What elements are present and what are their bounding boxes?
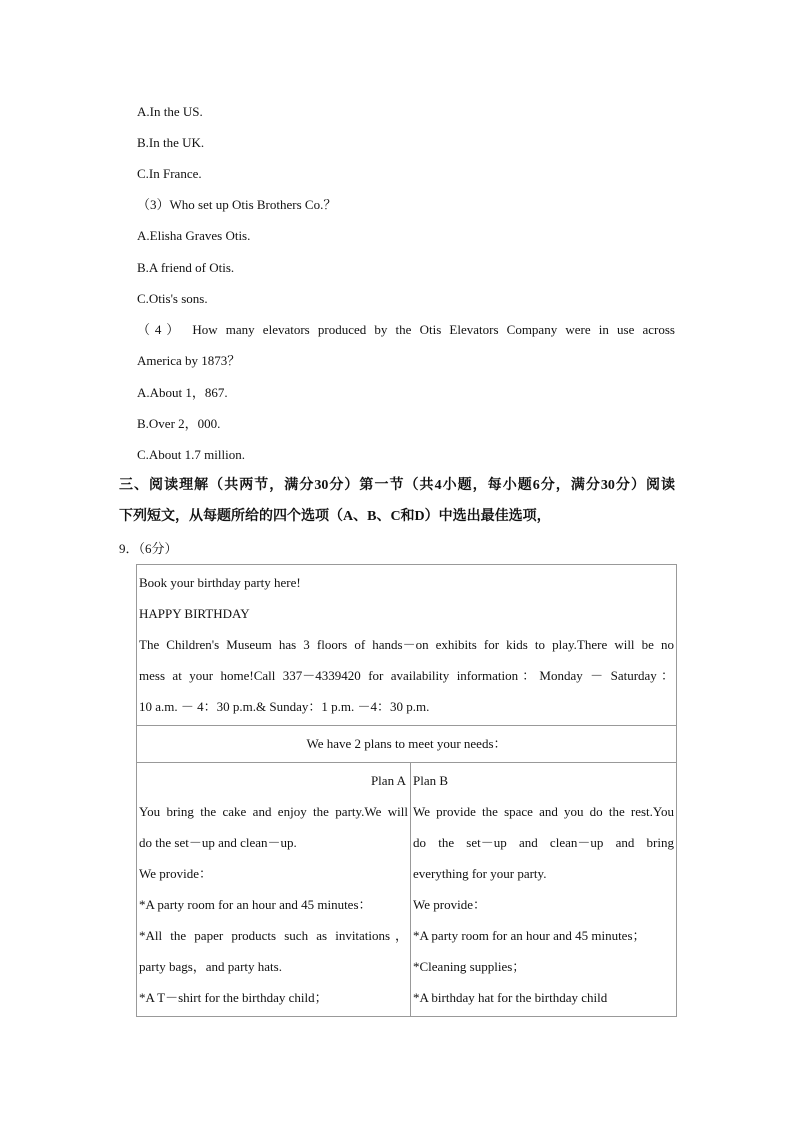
plan-b-line: *Cleaning supplies；: [413, 959, 526, 974]
plans-intro-text: We have 2 plans to meet your needs：: [306, 736, 507, 751]
q3-option-a: A.Elisha Graves Otis.: [137, 228, 251, 243]
q4-option-a: A.About 1，867.: [137, 385, 228, 400]
q4-stem-line2: America by 1873？: [137, 353, 241, 368]
passage-intro-row: [137, 565, 677, 726]
q2-option-a: A.In the US.: [137, 104, 203, 119]
passage-table: [136, 564, 677, 1017]
plan-b-line: *A party room for an hour and 45 minutes；: [413, 928, 646, 943]
plan-a-line: party bags，and party hats.: [139, 959, 282, 974]
q4-stem-line1: （4） How many elevators produced by the Otis Elevators Company were in use across: [137, 322, 675, 337]
plan-b-line: We provide the space and you do the rest.You: [413, 804, 674, 819]
plan-a-line: do the set－up and clean－up.: [139, 835, 297, 850]
plan-a-line: You bring the cake and enjoy the party.We will: [139, 804, 408, 819]
section-heading-line1: 三、阅读理解（共两节，满分30分）第一节（共4小题，每小题6分，满分30分）阅读: [119, 478, 675, 493]
plan-a-line: *A party room for an hour and 45 minutes：: [139, 897, 372, 912]
passage-line-2: HAPPY BIRTHDAY: [139, 606, 250, 621]
plan-b-line: *A birthday hat for the birthday child: [413, 990, 608, 1005]
q4-option-c: C.About 1.7 million.: [137, 447, 245, 462]
plans-intro-cell: [137, 726, 677, 763]
q4-option-b: B.Over 2，000.: [137, 416, 221, 431]
q3-option-c: C.Otis's sons.: [137, 291, 208, 306]
q3-stem: （3）Who set up Otis Brothers Co.？: [137, 197, 337, 212]
plan-b-title: Plan B: [413, 773, 449, 788]
plan-a-line: We provide：: [139, 866, 212, 881]
plan-a-title: Plan A: [370, 773, 406, 788]
section-heading-line2: 下列短文，从每题所给的四个选项（A、B、C和D）中选出最佳选项，: [119, 509, 551, 524]
q2-option-c: C.In France.: [137, 166, 202, 181]
plan-b-cell: [411, 763, 677, 1017]
passage-intro-cell: [137, 565, 677, 726]
q3-option-b: B.A friend of Otis.: [137, 260, 235, 275]
plan-b-line: do the set－up and clean－up and bring: [413, 835, 674, 850]
plans-intro-row: [137, 726, 677, 763]
plan-a-cell: [137, 763, 411, 1017]
q2-option-b: B.In the UK.: [137, 135, 205, 150]
passage-line-5: 10 a.m. － 4：30 p.m.& Sunday：1 p.m. －4：30 p.m.: [139, 699, 430, 714]
passage-line-3: The Children's Museum has 3 floors of hands－on exhibits for kids to play.There will be no: [139, 637, 674, 652]
plan-b-line: everything for your party.: [413, 866, 547, 881]
question-9-label: 9．（6分）: [119, 541, 178, 556]
plan-a-line: *A T－shirt for the birthday child；: [139, 990, 328, 1005]
plan-a-line: *All the paper products such as invitations，: [139, 928, 408, 943]
passage-line-1: Book your birthday party here!: [139, 575, 301, 590]
plans-row: [137, 763, 677, 1017]
plan-b-line: We provide：: [413, 897, 486, 912]
passage-line-4: mess at your home!Call 337－4339420 for availability information：Monday － Saturday：: [139, 668, 674, 683]
